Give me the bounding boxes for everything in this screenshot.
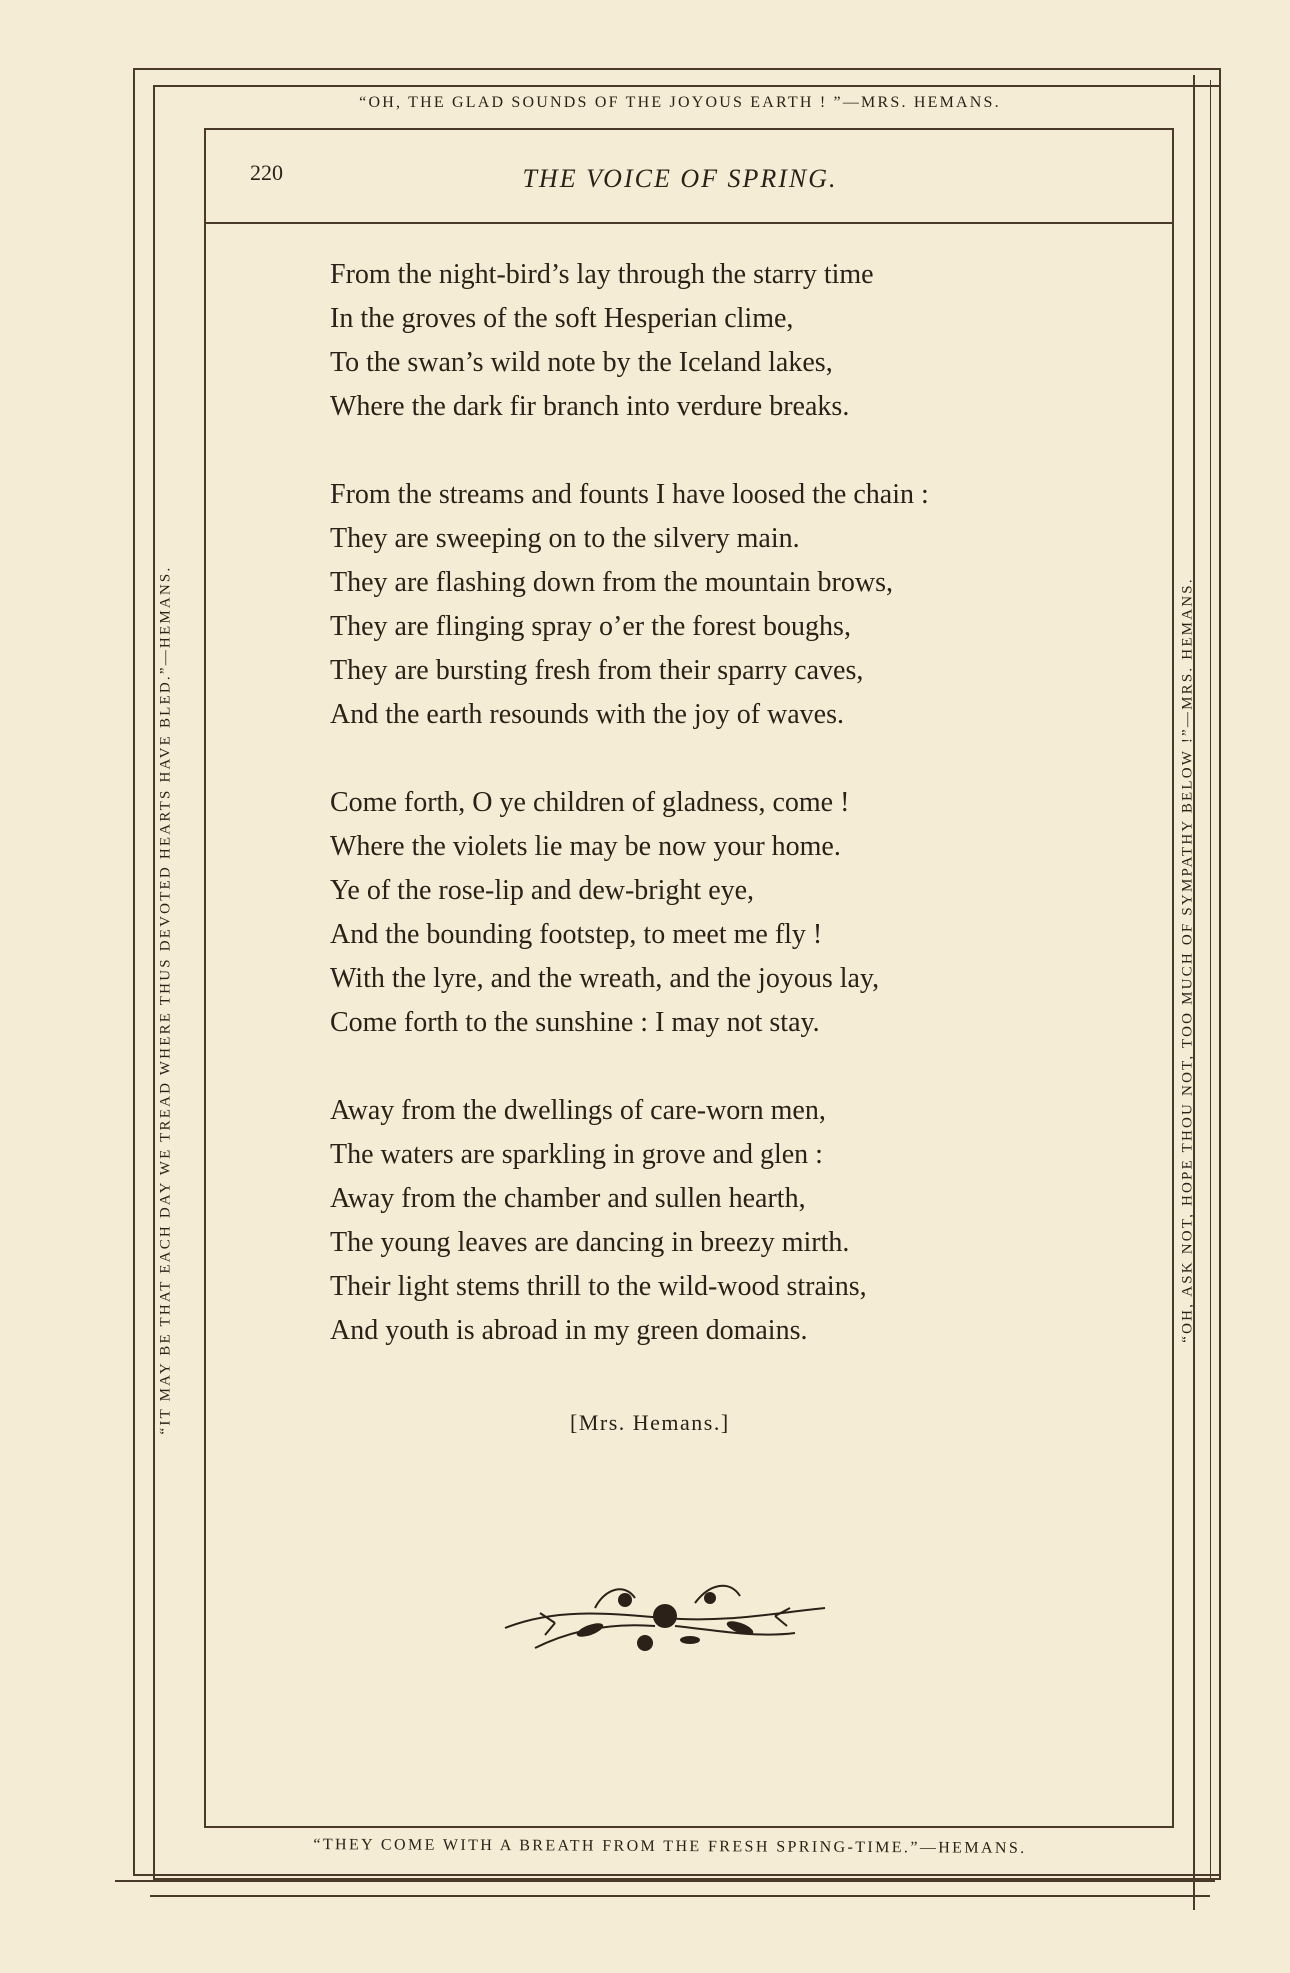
- stanza-2: [330, 473, 1130, 737]
- page-number: 220: [250, 160, 283, 185]
- stanza-3: [330, 781, 1130, 1045]
- floral-vignette-icon: [495, 1568, 835, 1668]
- verse-line: And the bounding footstep, to meet me fly !: [330, 919, 823, 950]
- verse-line: From the night-bird’s lay through the starry time: [330, 259, 874, 290]
- stanza-4: [330, 1089, 1130, 1353]
- top-margin-quote: “OH, THE GLAD SOUNDS OF THE JOYOUS EARTH ! ”—MRS. HEMANS.: [359, 94, 1001, 111]
- poem: [330, 253, 1130, 1397]
- page-edge-right-outer: [1210, 80, 1211, 1880]
- stanza-1: [330, 253, 1130, 429]
- verse-line: Their light stems thrill to the wild-wood strains,: [330, 1271, 867, 1302]
- page-edge-bottom: [115, 1880, 1215, 1882]
- bottom-margin-quote: “THEY COME WITH A BREATH FROM THE FRESH SPRING-TIME.”—HEMANS.: [313, 1836, 1027, 1857]
- verse-line: Away from the dwellings of care-worn men,: [330, 1095, 826, 1126]
- verse-line: They are sweeping on to the silvery main.: [330, 523, 800, 554]
- verse-line: Where the dark fir branch into verdure breaks.: [330, 391, 850, 422]
- verse-line: Come forth, O ye children of gladness, come !: [330, 787, 850, 818]
- verse-line: They are bursting fresh from their sparry caves,: [330, 655, 864, 686]
- verse-line: From the streams and founts I have loosed the chain :: [330, 479, 929, 510]
- verse-line: They are flashing down from the mountain brows,: [330, 567, 893, 598]
- verse-line: Come forth to the sunshine : I may not stay.: [330, 1007, 820, 1038]
- verse-line: To the swan’s wild note by the Iceland lakes,: [330, 347, 833, 378]
- verse-line: With the lyre, and the wreath, and the joyous lay,: [330, 963, 880, 994]
- verse-line: The waters are sparkling in grove and glen :: [330, 1139, 823, 1170]
- verse-line: Where the violets lie may be now your home.: [330, 831, 841, 862]
- header-rule: [204, 222, 1174, 224]
- poem-attribution: [Mrs. Hemans.]: [570, 1410, 730, 1435]
- page-edge-bottom-inner: [150, 1895, 1210, 1897]
- verse-line: In the groves of the soft Hesperian clime,: [330, 303, 794, 334]
- verse-line: Ye of the rose-lip and dew-bright eye,: [330, 875, 755, 906]
- right-margin-quote: “OH, ASK NOT, HOPE THOU NOT, TOO MUCH OF SYMPATHY BELOW !”—MRS. HEMANS.: [1179, 577, 1196, 1343]
- verse-line: The young leaves are dancing in breezy mirth.: [330, 1227, 850, 1258]
- verse-line: Away from the chamber and sullen hearth,: [330, 1183, 806, 1214]
- page-title: THE VOICE OF SPRING.: [522, 164, 838, 193]
- verse-line: And youth is abroad in my green domains.: [330, 1315, 808, 1346]
- verse-line: They are flinging spray o’er the forest boughs,: [330, 611, 851, 642]
- left-margin-quote: “IT MAY BE THAT EACH DAY WE TREAD WHERE THUS DEVOTED HEARTS HAVE BLED.”—HEMANS.: [157, 565, 174, 1435]
- verse-line: And the earth resounds with the joy of waves.: [330, 699, 844, 730]
